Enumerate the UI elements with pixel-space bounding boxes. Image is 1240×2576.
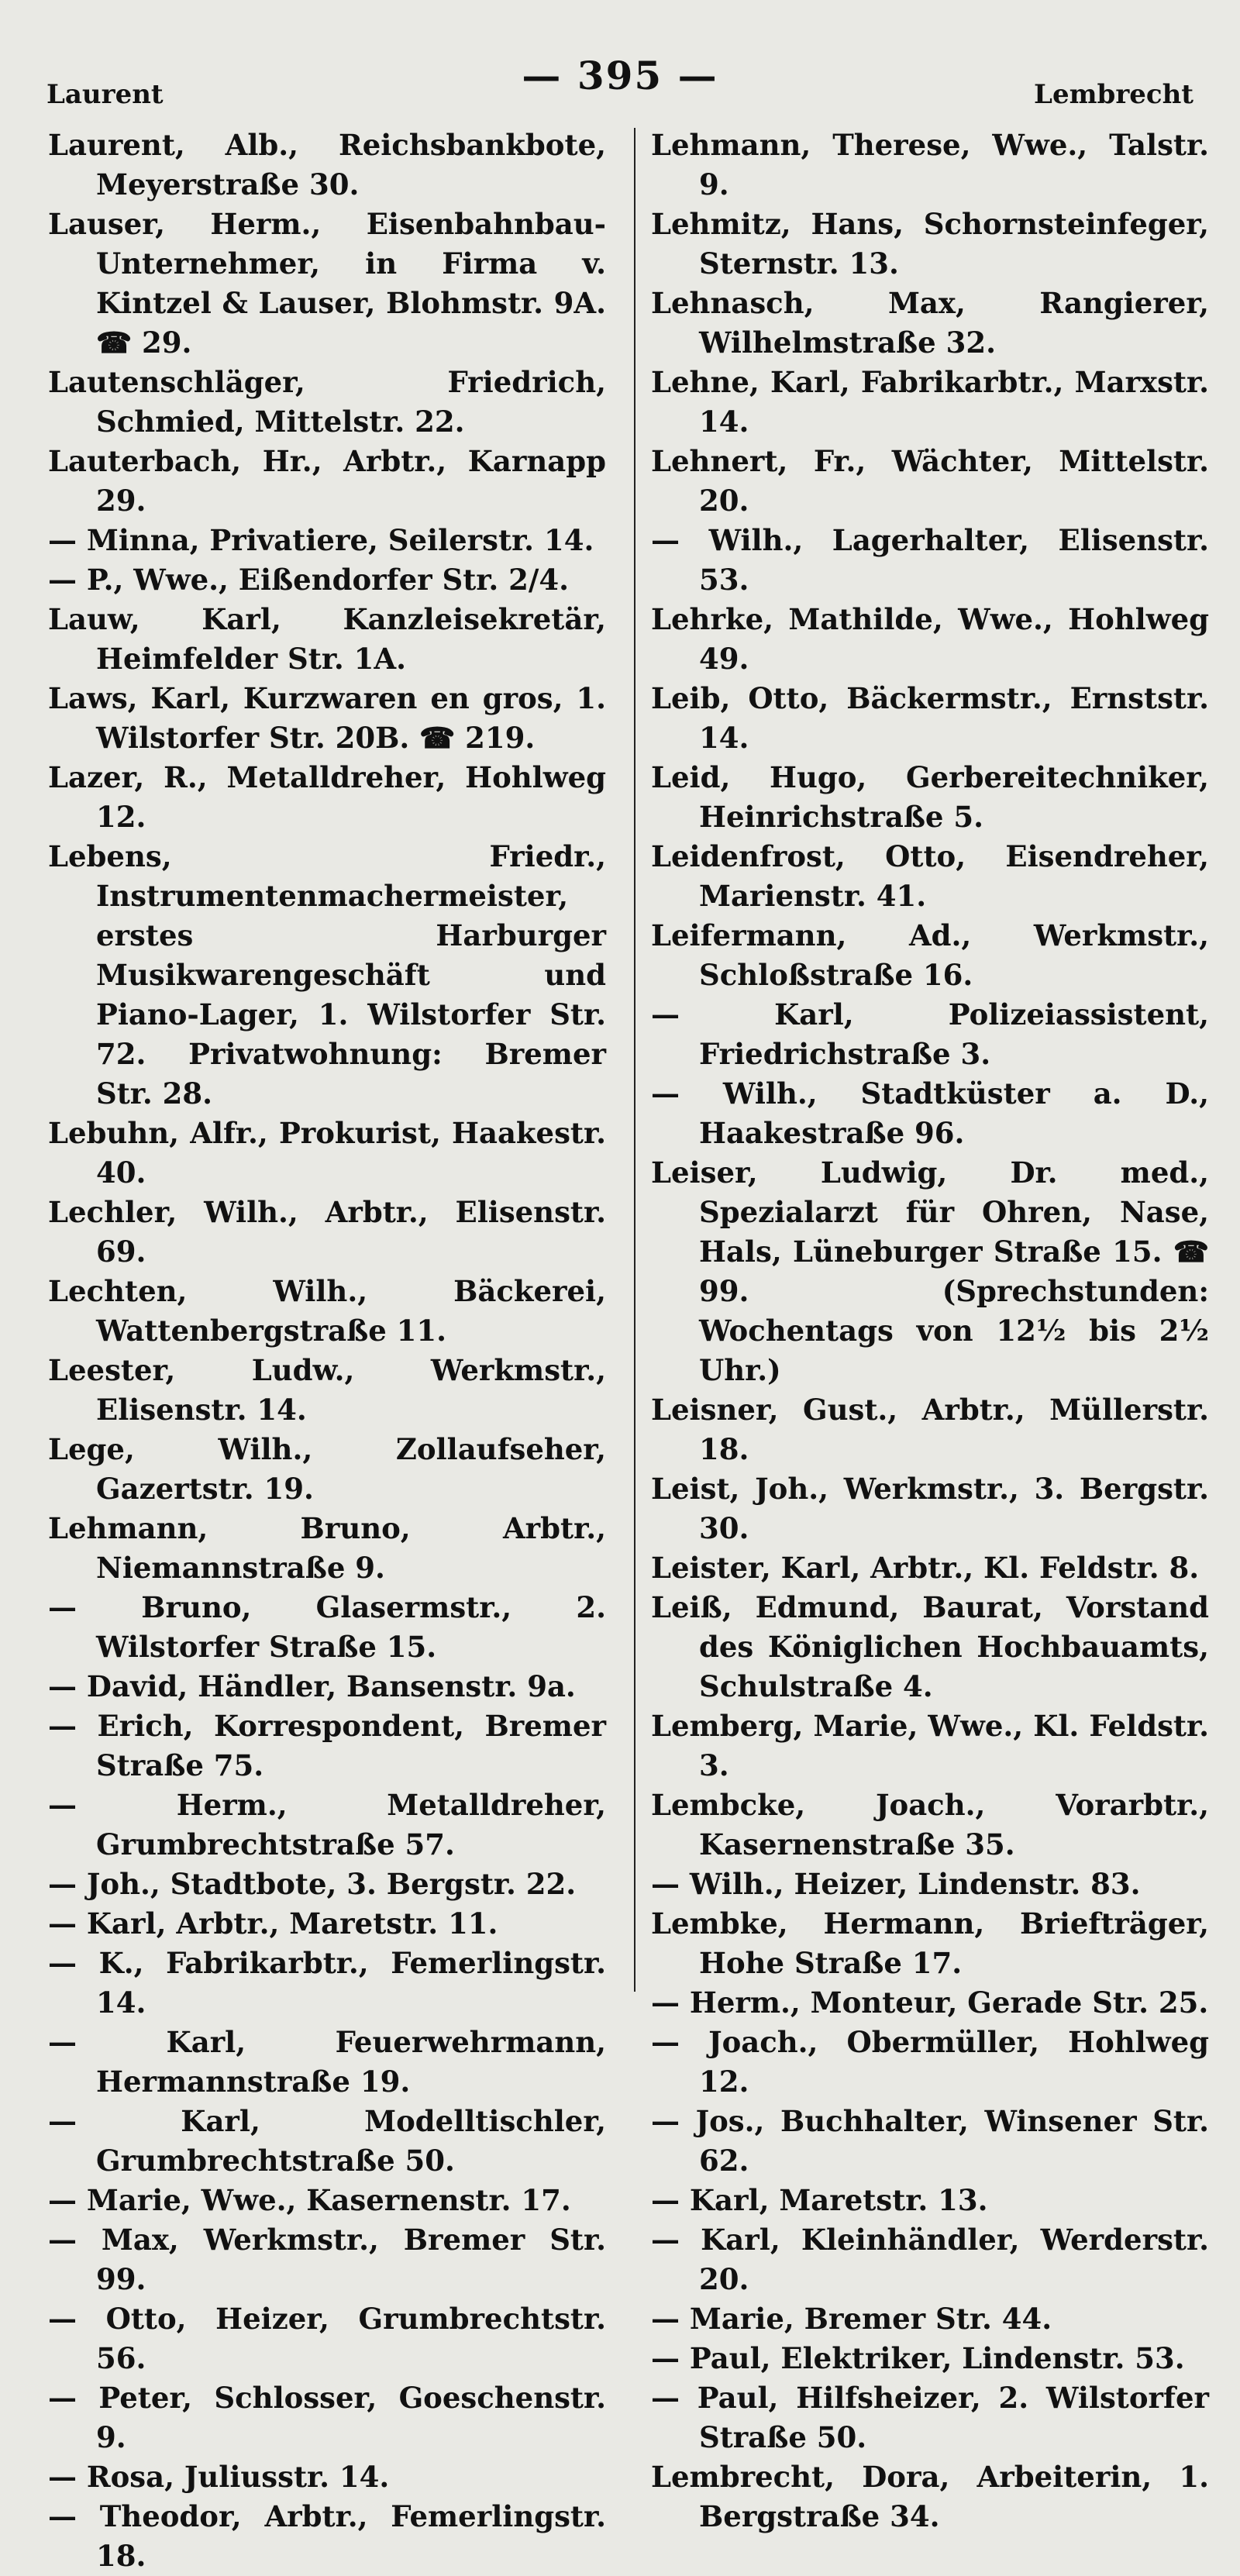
- directory-entry: Lemberg, Marie, Wwe., Kl. Feldstr. 3.: [651, 1709, 1209, 1782]
- directory-entry: — Wilh., Stadtküster a. D., Haakestraße 96.: [651, 1076, 1209, 1150]
- directory-entry: — Karl, Kleinhändler, Werderstr. 20.: [651, 2223, 1209, 2296]
- directory-entry: — Wilh., Heizer, Lindenstr. 83.: [651, 1867, 1141, 1901]
- directory-entry: Lehnasch, Max, Rangierer, Wilhelmstraße 32.: [651, 286, 1209, 360]
- left-column: [48, 126, 606, 2576]
- directory-entry: — David, Händler, Bansenstr. 9a.: [48, 1669, 576, 1703]
- directory-entry: — Karl, Maretstr. 13.: [651, 2183, 988, 2217]
- directory-entry: Lehmitz, Hans, Schornsteinfeger, Sternstr. 13.: [651, 207, 1209, 281]
- directory-entry: — Karl, Arbtr., Maretstr. 11.: [48, 1906, 498, 1941]
- directory-entry: Leid, Hugo, Gerbereitechniker, Heinrichstraße 5.: [651, 760, 1209, 834]
- directory-entry: Lehne, Karl, Fabrikarbtr., Marxstr. 14.: [651, 365, 1209, 439]
- directory-entry: Lechler, Wilh., Arbtr., Elisenstr. 69.: [48, 1195, 606, 1269]
- header-last-name: Lembrecht: [1034, 79, 1194, 110]
- directory-entry: Lehmann, Therese, Wwe., Talstr. 9.: [651, 128, 1209, 201]
- directory-entry: — Minna, Privatiere, Seilerstr. 14.: [48, 523, 594, 557]
- directory-entry: Lehmann, Bruno, Arbtr., Niemannstraße 9.: [48, 1511, 606, 1585]
- page-header: [46, 53, 1194, 110]
- directory-entry: Leiß, Edmund, Baurat, Vorstand des Königlichen Hochbauamts, Schulstraße 4.: [651, 1590, 1209, 1703]
- directory-entry: Leidenfrost, Otto, Eisendreher, Marienstr. 41.: [651, 839, 1209, 913]
- directory-entry: — Rosa, Juliusstr. 14.: [48, 2460, 390, 2494]
- column-divider: [634, 128, 636, 1992]
- directory-entry: Leester, Ludw., Werkmstr., Elisenstr. 14.: [48, 1353, 606, 1427]
- directory-entry: Leisner, Gust., Arbtr., Müllerstr. 18.: [651, 1393, 1209, 1466]
- directory-entry: Leister, Karl, Arbtr., Kl. Feldstr. 8.: [651, 1551, 1200, 1585]
- directory-entry: Lege, Wilh., Zollaufseher, Gazertstr. 19.: [48, 1432, 606, 1506]
- directory-entry: Lebuhn, Alfr., Prokurist, Haakestr. 40.: [48, 1116, 606, 1190]
- directory-entry: Laurent, Alb., Reichsbankbote, Meyerstraße 30.: [48, 128, 606, 201]
- directory-entry: — Karl, Polizeiassistent, Friedrichstraße 3.: [651, 997, 1209, 1071]
- directory-entry: — Erich, Korrespondent, Bremer Straße 75.: [48, 1709, 606, 1782]
- directory-entry: — K., Fabrikarbtr., Femerlingstr. 14.: [48, 1946, 606, 2020]
- directory-entry: Lechten, Wilh., Bäckerei, Wattenbergstraße 11.: [48, 1274, 606, 1348]
- directory-entry: Lauw, Karl, Kanzleisekretär, Heimfelder Str. 1A.: [48, 602, 606, 676]
- directory-entry: Leifermann, Ad., Werkmstr., Schloßstraße 16.: [651, 918, 1209, 992]
- directory-entry: — Paul, Elektriker, Lindenstr. 53.: [651, 2341, 1185, 2375]
- directory-entry: — Marie, Bremer Str. 44.: [651, 2302, 1052, 2336]
- directory-entry: — Herm., Monteur, Gerade Str. 25.: [651, 1985, 1209, 2020]
- directory-entry: — Peter, Schlosser, Goeschenstr. 9.: [48, 2381, 606, 2454]
- page-number: — 395 —: [522, 53, 718, 98]
- directory-entry: Lehrke, Mathilde, Wwe., Hohlweg 49.: [651, 602, 1209, 676]
- directory-entry: — Otto, Heizer, Grumbrechtstr. 56.: [48, 2302, 606, 2375]
- directory-entry: — Max, Werkmstr., Bremer Str. 99.: [48, 2223, 606, 2296]
- directory-entry: Leiser, Ludwig, Dr. med., Spezialarzt für Ohren, Nase, Hals, Lüneburger Straße 15. ☎ 99. (Sprechstunden: Wochentags von 12½ bis 2½ Uhr.): [651, 1155, 1209, 1387]
- right-column: [651, 126, 1209, 2536]
- directory-entry: — Marie, Wwe., Kasernenstr. 17.: [48, 2183, 571, 2217]
- directory-entry: — Bruno, Glasermstr., 2. Wilstorfer Straße 15.: [48, 1590, 606, 1664]
- directory-entry: — Herm., Metalldreher, Grumbrechtstraße 57.: [48, 1788, 606, 1861]
- directory-entry: — Theodor, Arbtr., Femerlingstr. 18.: [48, 2499, 606, 2573]
- directory-entry: Lehnert, Fr., Wächter, Mittelstr. 20.: [651, 444, 1209, 518]
- directory-entry: Lauser, Herm., Eisenbahnbau-Unternehmer, in Firma v. Kintzel & Lauser, Blohmstr. 9A. ☎ 29.: [48, 207, 606, 360]
- directory-entry: Lautenschläger, Friedrich, Schmied, Mittelstr. 22.: [48, 365, 606, 439]
- directory-entry: — Paul, Hilfsheizer, 2. Wilstorfer Straße 50.: [651, 2381, 1209, 2454]
- directory-entry: — Wilh., Lagerhalter, Elisenstr. 53.: [651, 523, 1209, 597]
- directory-entry: Lembke, Hermann, Briefträger, Hohe Straße 17.: [651, 1906, 1209, 1980]
- directory-entry: — Joh., Stadtbote, 3. Bergstr. 22.: [48, 1867, 577, 1901]
- directory-entry: — Jos., Buchhalter, Winsener Str. 62.: [651, 2104, 1209, 2178]
- directory-entry: — P., Wwe., Eißendorfer Str. 2/4.: [48, 563, 570, 597]
- directory-entry: Lauterbach, Hr., Arbtr., Karnapp 29.: [48, 444, 606, 518]
- directory-entry: Lembrecht, Dora, Arbeiterin, 1. Bergstraße 34.: [651, 2460, 1209, 2533]
- header-first-name: Laurent: [46, 79, 164, 110]
- directory-entry: Lebens, Friedr., Instrumentenmachermeister, erstes Harburger Musikwarengeschäft und Piano-Lager, 1. Wilstorfer Str. 72. Privatwohnung: Bremer Str. 28.: [48, 839, 606, 1111]
- directory-entry: Lembcke, Joach., Vorarbtr., Kasernenstraße 35.: [651, 1788, 1209, 1861]
- directory-entry: Leist, Joh., Werkmstr., 3. Bergstr. 30.: [651, 1472, 1209, 1545]
- directory-entry: — Karl, Modelltischler, Grumbrechtstraße 50.: [48, 2104, 606, 2178]
- directory-entry: Laws, Karl, Kurzwaren en gros, 1. Wilstorfer Str. 20B. ☎ 219.: [48, 681, 606, 755]
- directory-entry: — Karl, Feuerwehrmann, Hermannstraße 19.: [48, 2025, 606, 2099]
- directory-entry: Leib, Otto, Bäckermstr., Ernststr. 14.: [651, 681, 1209, 755]
- directory-entry: Lazer, R., Metalldreher, Hohlweg 12.: [48, 760, 606, 834]
- directory-entry: — Joach., Obermüller, Hohlweg 12.: [651, 2025, 1209, 2099]
